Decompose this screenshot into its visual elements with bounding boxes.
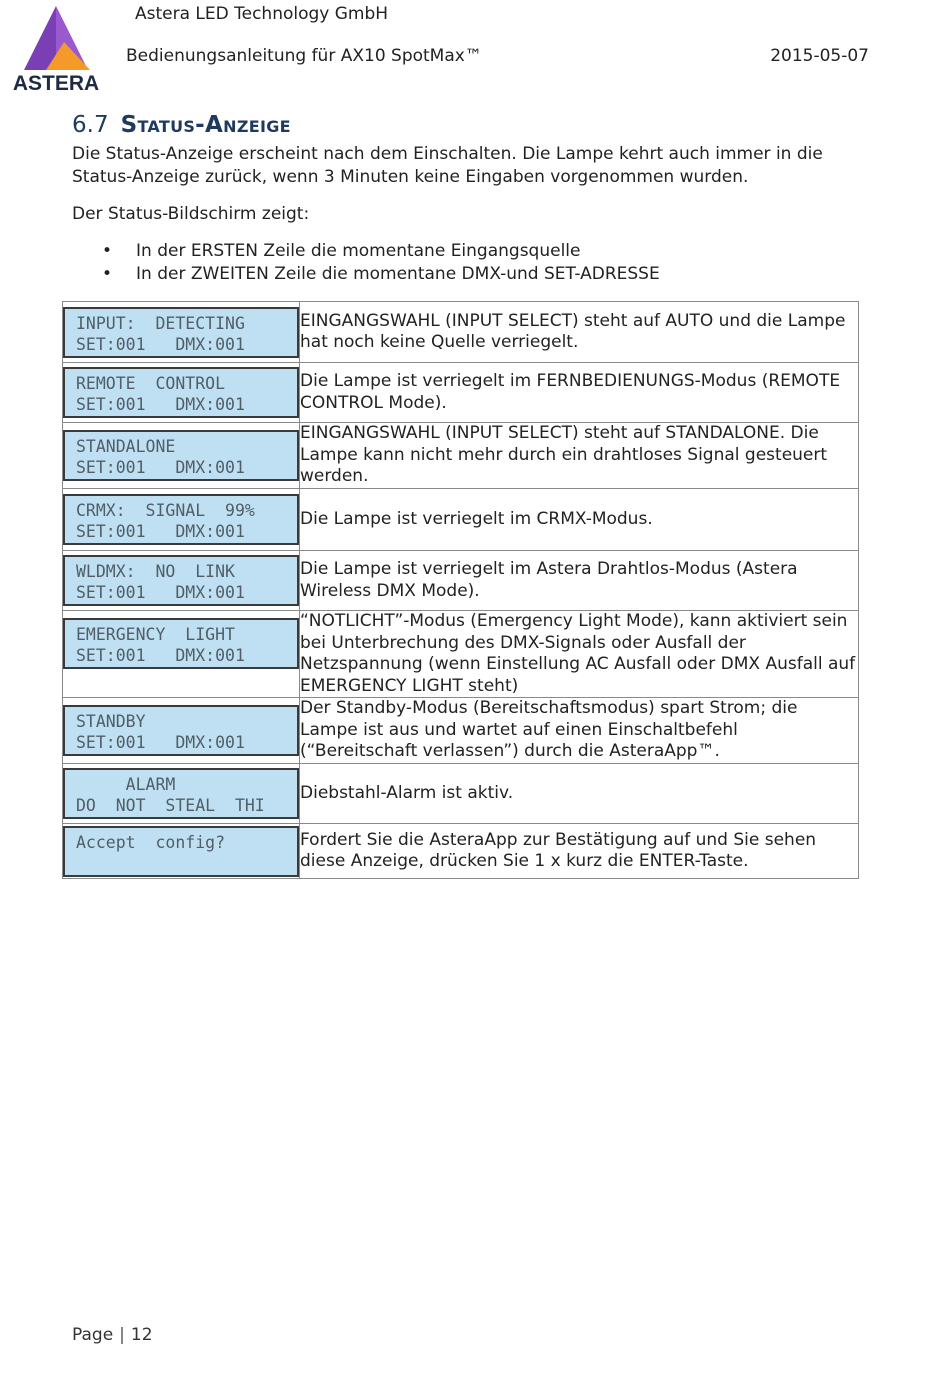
table-row [63, 363, 859, 423]
lcd-line-1: WLDMX: NO LINK [76, 562, 235, 581]
logo-text: ASTERA [12, 72, 100, 94]
page-separator: | [119, 1325, 125, 1345]
lcd-line-2: DO NOT STEAL THI [76, 796, 265, 815]
lcd-display [63, 826, 299, 877]
row-description: Fordert Sie die AsteraApp zur Bestätigung auf und Sie sehen diese Anzeige, drücken Sie 1 x kurz die ENTER-Taste. [300, 824, 859, 879]
lcd-line-2: SET:001 DMX:001 [76, 583, 245, 602]
lcd-line-2: SET:001 DMX:001 [76, 458, 245, 477]
table-row [63, 764, 859, 824]
row-description: Diebstahl-Alarm ist aktiv. [300, 764, 859, 824]
table-row [63, 551, 859, 611]
lcd-line-2: SET:001 DMX:001 [76, 395, 245, 414]
lcd-line-1: CRMX: SIGNAL 99% [76, 501, 255, 520]
lcd-display [63, 494, 299, 545]
bullet-item: • In der ERSTEN Zeile die momentane Eingangsquelle [100, 240, 660, 263]
bullet-list [100, 240, 660, 286]
lcd-line-1: INPUT: DETECTING [76, 313, 245, 333]
lcd-display [63, 555, 299, 606]
bullet-item: • In der ZWEITEN Zeile die momentane DMX-und SET-ADRESSE [100, 263, 660, 286]
page-number: 12 [130, 1325, 153, 1345]
row-description: Der Standby-Modus (Bereitschaftsmodus) spart Strom; die Lampe ist aus und wartet auf einen Einschaltbefehl (“Bereitschaft verlassen”) durch die AsteraApp™. [300, 698, 859, 764]
section-heading [72, 112, 291, 138]
lcd-display [63, 705, 299, 756]
lcd-display [63, 768, 299, 819]
lcd-display [63, 618, 299, 669]
lcd-line-1: ALARM [76, 775, 176, 794]
lcd-line-2: SET:001 DMX:001 [76, 733, 245, 752]
table-row [63, 698, 859, 764]
table-row [63, 423, 859, 489]
section-number: 6.7 [72, 112, 109, 138]
section-title: Status-Anzeige [120, 112, 291, 138]
row-description: Die Lampe ist verriegelt im Astera Drahtlos-Modus (Astera Wireless DMX Mode). [300, 551, 859, 611]
intro-paragraph: Die Status-Anzeige erscheint nach dem Einschalten. Die Lampe kehrt auch immer in die Status-Anzeige zurück, wenn 3 Minuten keine Eingaben vorgenommen wurden. [72, 144, 823, 187]
table-row [63, 489, 859, 551]
row-description: EINGANGSWAHL (INPUT SELECT) steht auf STANDALONE. Die Lampe kann nicht mehr durch ein drahtloses Signal gesteuert werden. [300, 423, 859, 489]
table-row [63, 302, 859, 363]
astera-logo [6, 4, 106, 94]
row-description: EINGANGSWAHL (INPUT SELECT) steht auf AUTO und die Lampe hat noch keine Quelle verriegelt. [300, 302, 859, 363]
lcd-line-1: EMERGENCY LIGHT [76, 625, 235, 644]
lcd-line-2: SET:001 DMX:001 [76, 334, 245, 354]
page-footer [72, 1325, 153, 1345]
lcd-line-2: SET:001 DMX:001 [76, 522, 245, 541]
lcd-line-1: STANDBY [76, 712, 146, 731]
lcd-line-1: Accept config? [76, 832, 226, 852]
table-row [63, 611, 859, 698]
lcd-display [63, 307, 299, 358]
row-description: “NOTLICHT”-Modus (Emergency Light Mode), kann aktiviert sein bei Unterbrechung des DMX-Signals oder Ausfall der Netzspannung (wenn Einstellung AC Ausfall oder DMX Ausfall auf EMERGENCY LIGHT steht) [300, 611, 859, 698]
document-date: 2015-05-07 [770, 46, 869, 66]
table-row [63, 824, 859, 879]
lcd-display [63, 430, 299, 481]
lcd-line-2: SET:001 DMX:001 [76, 646, 245, 665]
company-name: Astera LED Technology GmbH [135, 4, 389, 24]
astera-logo-icon [6, 4, 106, 94]
lcd-line-1: STANDALONE [76, 437, 176, 456]
manual-title: Bedienungsanleitung für AX10 SpotMax™ [126, 46, 482, 66]
screen-intro: Der Status-Bildschirm zeigt: [72, 204, 310, 224]
page-label: Page [72, 1325, 114, 1345]
status-table [62, 301, 859, 879]
lcd-display [63, 367, 299, 418]
row-description: Die Lampe ist verriegelt im CRMX-Modus. [300, 489, 859, 551]
row-description: Die Lampe ist verriegelt im FERNBEDIENUNGS-Modus (REMOTE CONTROL Mode). [300, 363, 859, 423]
lcd-line-1: REMOTE CONTROL [76, 374, 226, 393]
